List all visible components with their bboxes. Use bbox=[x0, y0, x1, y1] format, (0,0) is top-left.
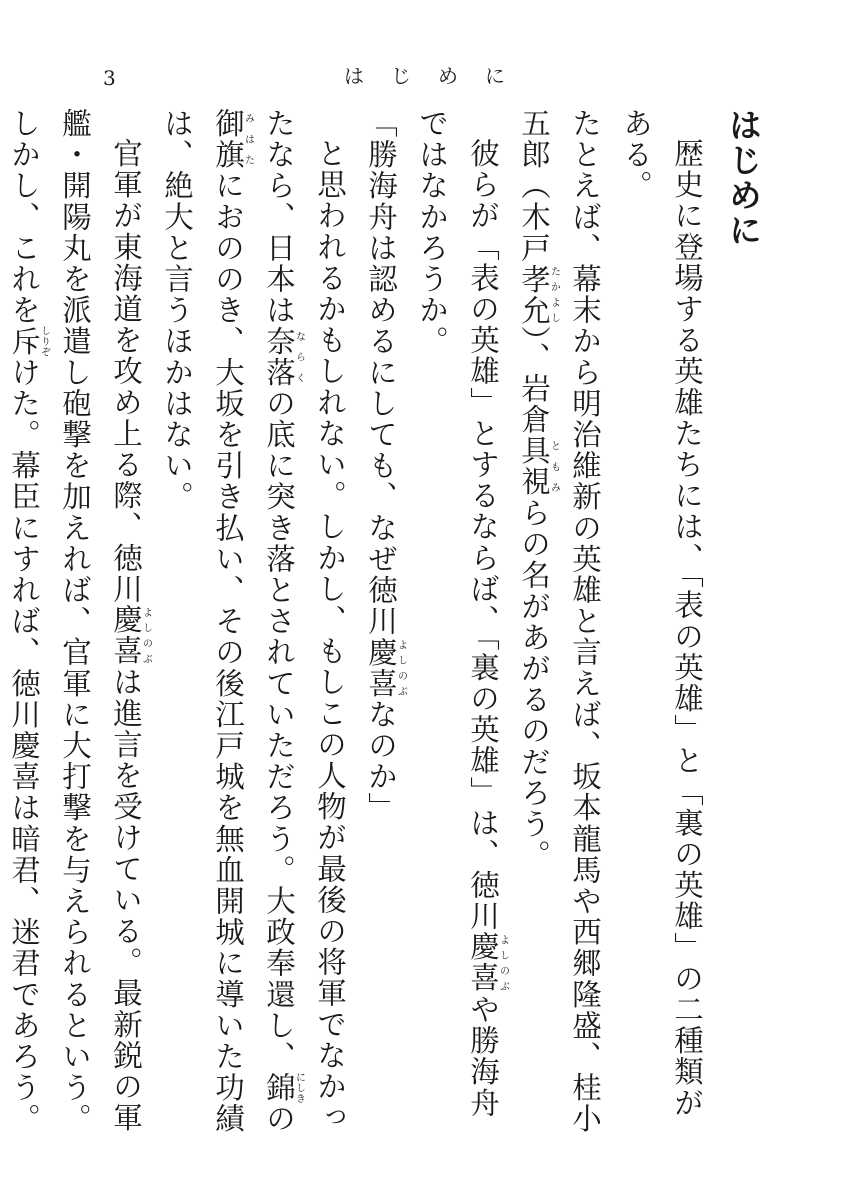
paragraph-4-quote: 「勝海舟は認めるにしても、なぜ徳川慶喜よしのぶなのか」 bbox=[364, 108, 407, 824]
paragraph-3: 彼らが「表の英雄」とするならば、「裏の英雄」は、徳川慶喜よしのぶや勝海舟ではなかろうか。 bbox=[415, 108, 509, 1118]
paragraph-6: 官軍が東海道を攻め上る際、徳川慶喜よしのぶは進言を受けている。最新鋭の軍艦・開陽丸を派遣し砲撃を加えれば、官軍に大打撃を与えられるという。しかし、これを斥しりぞけた。幕臣にすれば、徳川慶喜は暗君、迷君であろう。 bbox=[7, 108, 152, 1135]
furigana: 錦にしき bbox=[262, 1072, 305, 1104]
page-number: 3 bbox=[103, 66, 116, 90]
running-head: はじめに bbox=[344, 64, 532, 88]
furigana: 慶喜よしのぶ bbox=[109, 604, 152, 667]
furigana: 御旗みはた bbox=[211, 108, 254, 171]
furigana: 斥しりぞ bbox=[7, 325, 50, 357]
furigana: 具視ともみ bbox=[517, 435, 560, 498]
furigana: 慶喜よしのぶ bbox=[466, 931, 509, 994]
paragraph-5: と思われるかもしれない。しかし、もしこの人物が最後の将軍でなかったなら、日本は奈落ならくの底に突き落とされていただろう。大政奉還し、錦にしきの御旗みはたにおののき、大坂を引き払い、その後江戸城を無血開城に導いた功績は、絶大と言うほかはない。 bbox=[160, 108, 347, 1135]
furigana: 奈落ならく bbox=[262, 325, 305, 388]
paragraph-1: 歴史に登場する英雄たちには、「表の英雄」と「裏の英雄」の二種類がある。 bbox=[619, 108, 704, 1118]
furigana: 慶喜よしのぶ bbox=[364, 636, 407, 699]
chapter-title: はじめに bbox=[724, 108, 763, 248]
vertical-body-text bbox=[7, 108, 769, 1148]
furigana: 孝允たかよし bbox=[517, 263, 560, 326]
paragraph-2: たとえば、幕末から明治維新の英雄と言えば、坂本龍馬や西郷隆盛、桂小五郎（木戸孝允たかよし）、岩倉具視ともみらの名があがるのだろう。 bbox=[517, 108, 602, 1135]
